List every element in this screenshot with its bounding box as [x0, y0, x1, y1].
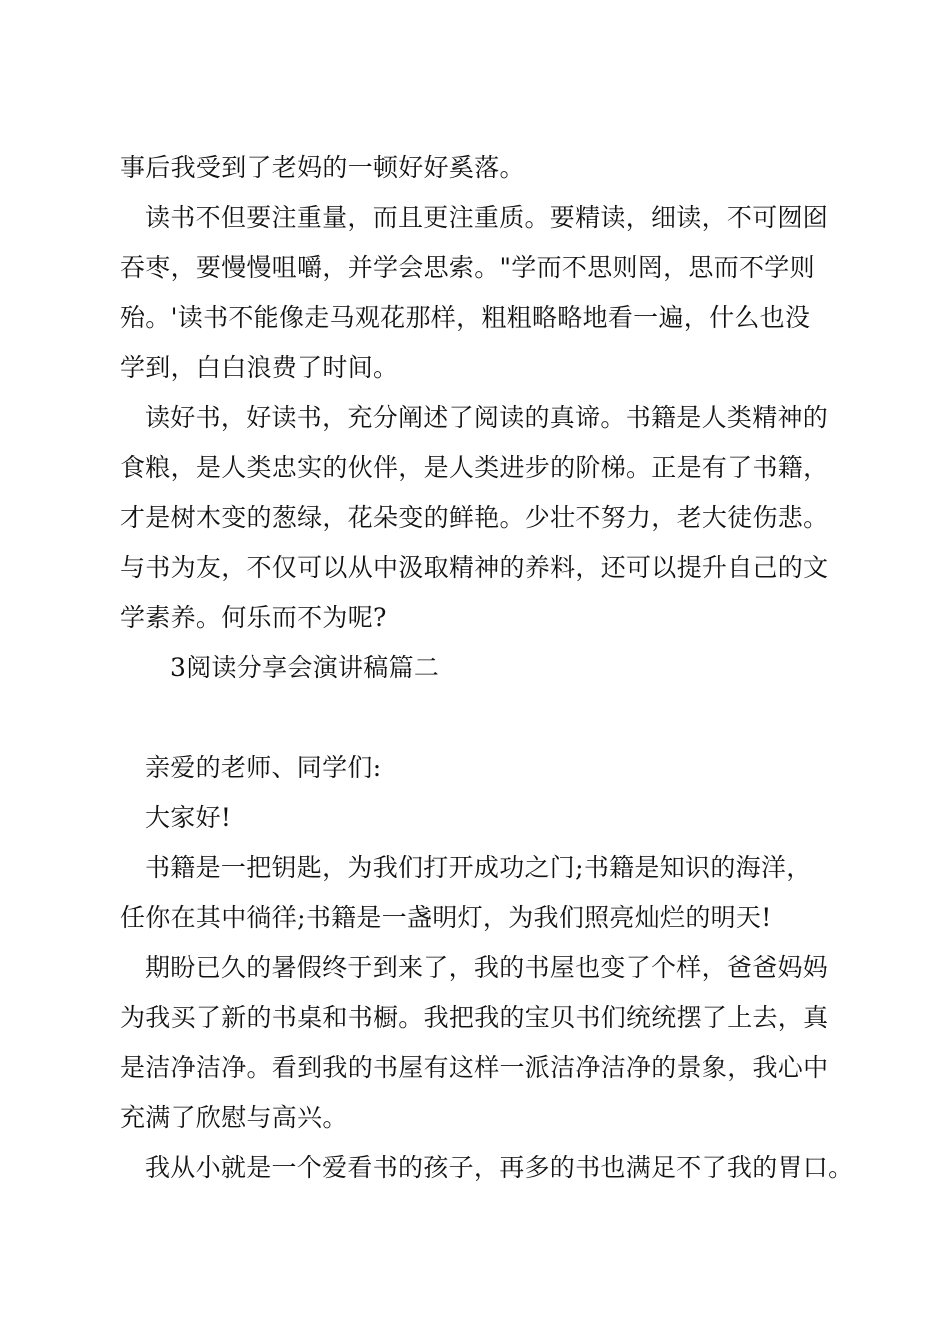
- salutation-line: 亲爱的老师、同学们:: [145, 753, 382, 782]
- text-line: 与书为友，不仅可以从中汲取精神的养料，还可以提升自己的文: [120, 553, 829, 582]
- paragraph-line: 期盼已久的暑假终于到来了，我的书屋也变了个样，爸爸妈妈: [145, 953, 829, 982]
- text-line: 殆。'读书不能像走马观花那样，粗粗略略地看一遍，什么也没: [120, 303, 811, 332]
- text-line: 才是树木变的葱绿，花朵变的鲜艳。少壮不努力，老大徒伤悲。: [120, 503, 829, 532]
- paragraph-line: 书籍是一把钥匙，为我们打开成功之门;书籍是知识的海洋，: [145, 853, 812, 882]
- text-line: 事后我受到了老妈的一顿好好奚落。: [120, 153, 525, 182]
- paragraph-line: 我从小就是一个爱看书的孩子，再多的书也满足不了我的胃口。: [145, 1153, 854, 1182]
- text-line: 学素养。何乐而不为呢?: [120, 603, 387, 632]
- text-line: 吞枣，要慢慢咀嚼，并学会思索。"学而不思则罔，思而不学则: [120, 253, 815, 282]
- text-line: 任你在其中徜徉;书籍是一盏明灯，为我们照亮灿烂的明天!: [120, 903, 772, 932]
- paragraph-line: 读书不但要注重量，而且更注重质。要精读，细读，不可囫囵: [145, 203, 829, 232]
- text-line: 学到，白白浪费了时间。: [120, 353, 399, 382]
- text-line: 是洁净洁净。看到我的书屋有这样一派洁净洁净的景象，我心中: [120, 1053, 829, 1082]
- text-line: 为我买了新的书桌和书橱。我把我的宝贝书们统统摆了上去，真: [120, 1003, 829, 1032]
- text-line: 充满了欣慰与高兴。: [120, 1103, 348, 1132]
- section-heading: 3阅读分享会演讲稿篇二: [170, 653, 440, 682]
- greeting-line: 大家好!: [145, 803, 232, 832]
- text-line: 食粮，是人类忠实的伙伴，是人类进步的阶梯。正是有了书籍，: [120, 453, 829, 482]
- paragraph-line: 读好书，好读书，充分阐述了阅读的真谛。书籍是人类精神的: [145, 403, 829, 432]
